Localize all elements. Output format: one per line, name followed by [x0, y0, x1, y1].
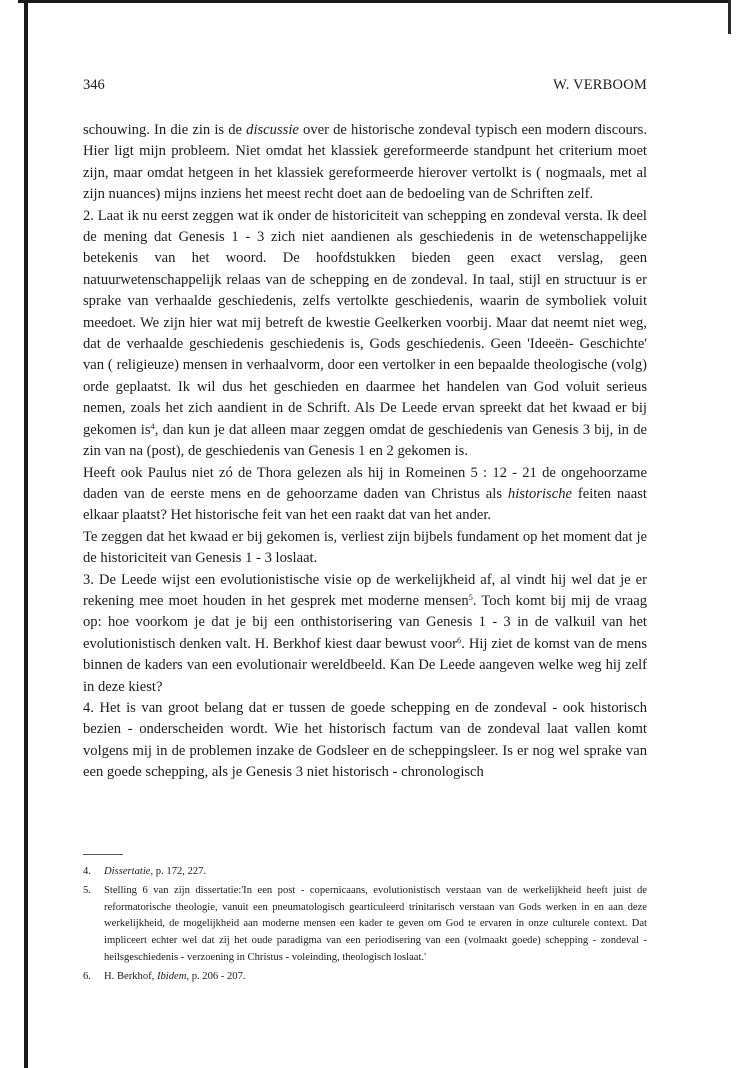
paragraph-5: [83, 570, 647, 698]
italic-term: discussie: [246, 122, 299, 138]
footnote-number: 5.: [83, 885, 91, 897]
footnote-ref-6[interactable]: 6: [457, 634, 462, 645]
paragraph-3: [83, 463, 647, 527]
paragraph-4: Te zeggen dat het kwaad er bij gekomen is, verliest zijn bijbels fundament op het moment dat je de historiciteit van Genesis 1 - 3 loslaat.: [83, 528, 647, 567]
scan-edge-right: [728, 0, 731, 34]
text-run: , dan kun je dat alleen maar zeggen omdat de geschiedenis van Genesis 3 bij, in de zin van na (post), de geschiedenis van Genesis 1 en 2 gekomen is.: [83, 421, 647, 460]
text-run: feiten naast elkaar plaatst? Het historische feit van het een raakt dat van het ander.: [83, 485, 647, 524]
footnote-text: Stelling 6 van zijn dissertatie:'In een post - copernicaans, evolutionistisch verstaan van de werkelijkheid heeft juist de reformatorische theologie, vanuit een pneumatologisch gearticuleerd trinitarisch verstaan van Gods werken in en aan deze werkelijkheid, de mogelijkheid aan moderne mensen een kader te geven om God te ervaren in onze culturele context. Dat impliceert echter wel dat zij het oude paradigma van een periodisering van een (volmaakt goede) schepping - zondeval - heilsgeschiedenis - verzoening in Christus - voleinding, theologisch loslaat.': [104, 885, 647, 963]
footnote-4: [83, 864, 647, 881]
footnote-ref-4[interactable]: 4: [150, 420, 155, 431]
footnote-text: , p. 172, 227.: [150, 866, 207, 877]
paragraph-1: [83, 120, 647, 206]
text-run: 2. Laat ik nu eerst zeggen wat ik onder de historiciteit van schepping en zondeval versta. Ik deel de mening dat Genesis 1 - 3 zich niet aandienen als geschiedenis in de wetenschappelijke betekenis van het woord. De hoofdstukken bieden geen exact verslag, geen natuurwetenschappelijk relaas van de schepping en de zondeval. In taal, stijl en structuur is er sprake van verhaalde geschiedenis, zelfs vertolkte geschiedenis, waarin de symboliek voluit meedoet. We zijn hier wat mij betreft de kwestie Geelkerken voorbij. Maar dat neemt niet weg, dat de verhaalde geschiedenis geschiedenis is, Gods geschiedenis. Geen 'Ideeën- Geschichte' van ( religieuze) mensen in verhaalvorm, door een vertolker in een bepaalde theologische (volg) orde geplaatst. Ik wil dus het geschieden en daarmee het handelen van God voluit serieus nemen, zoals het zich aandient in de Schrift. Als De Leede ervan spreekt dat het kwaad er bij gekomen is: [83, 207, 647, 438]
scan-edge-top: [18, 0, 730, 3]
page-number: 346: [83, 77, 105, 93]
body-text: [83, 120, 647, 784]
footnote-6: [83, 969, 647, 986]
footnote-5: [83, 883, 647, 966]
footnotes: [83, 864, 647, 988]
text-run: schouwing. In die zin is de: [83, 122, 247, 138]
page-header: [83, 77, 647, 97]
footnote-number: 6.: [83, 970, 91, 982]
footnote-text: H. Berkhof,: [104, 970, 157, 982]
footnote-italic: Ibidem: [156, 970, 187, 982]
footnote-ref-5[interactable]: 5: [468, 591, 473, 602]
paragraph-6: 4. Het is van groot belang dat er tussen de goede schepping en de zondeval - ook historisch bezien - onderscheiden wordt. Wie het historisch factum van de zondeval laat vallen komt volgens mij in de problemen inzake de Godsleer en de scheppingsleer. Is er nog wel sprake van een goede schepping, als je Genesis 3 niet historisch - chronologisch: [83, 699, 647, 781]
footnote-separator: [83, 854, 123, 855]
footnote-text: , p. 206 - 207.: [186, 970, 246, 982]
footnote-italic: Dissertatie: [104, 866, 151, 877]
text-run: . Toch komt bij mij de vraag op: hoe voorkom je dat je bij een onthistorisering van Genesis 1 - 3 in de valkuil van het evolutionistisch denken valt. H. Berkhof kiest daar bewust voor: [83, 592, 647, 652]
text-run: 3. De Leede wijst een evolutionistische visie op de werkelijkheid af, al vindt hij wel dat je er rekening mee moet houden in het gesprek met moderne mensen: [83, 571, 647, 609]
text-run: over de historische zondeval typisch een modern discours. Hier ligt mijn probleem. Niet omdat het klassiek gereformeerde standpunt het criterium moet zijn, maar omdat hetgeen in het klassiek gereformeerde hierover vertolkt is ( nogmaals, met al zijn nuances) mijns inziens het meest recht doet aan de bedoeling van de Schriften zelf.: [83, 122, 647, 203]
italic-term: historische: [507, 485, 572, 502]
text-run: . Hij ziet de komst van de mens binnen de kaders van een evolutionair wereldbeeld. Kan De Leede aangeven welke weg hij zelf in deze kiest?: [83, 635, 647, 695]
paragraph-2: [83, 206, 647, 463]
footnote-number: 4.: [83, 866, 91, 877]
running-head-author: W. VERBOOM: [553, 77, 647, 93]
scan-edge-left: [24, 0, 28, 1068]
text-run: Heeft ook Paulus niet zó de Thora gelezen als hij in Romeinen 5 : 12 - 21 de ongehoorzame daden van de eerste mens en de gehoorzame daden van Christus als: [83, 464, 647, 502]
